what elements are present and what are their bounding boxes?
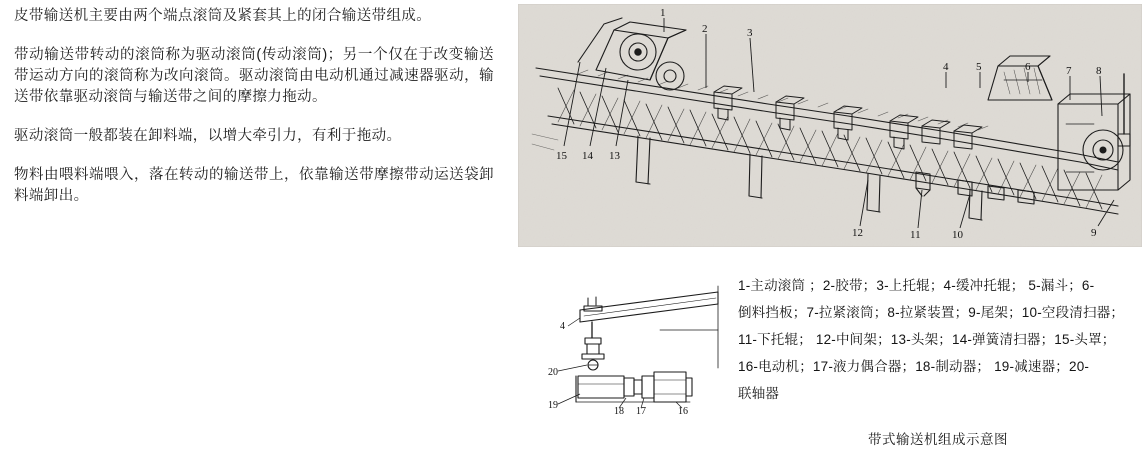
callout-5: 5 — [976, 61, 982, 73]
legend-line-4: 16-电动机；17-液力偶合器；18-制动器； 19-减速器；20- — [738, 359, 1090, 374]
conveyor-illustration-drawing — [518, 4, 1142, 247]
legend-line-5: 联轴器 — [738, 386, 780, 401]
callout-11: 11 — [910, 229, 921, 241]
callout-12: 12 — [852, 227, 863, 239]
legend-line-1: 1-主动滚筒 ；2-胶带；3-上托辊；4-缓冲托辊； 5-漏斗；6- — [738, 278, 1095, 293]
callout-9: 9 — [1091, 227, 1097, 239]
callout-6: 6 — [1025, 61, 1031, 73]
callout-13: 13 — [609, 150, 620, 162]
detail-callout-16: 16 — [678, 406, 688, 417]
callout-8: 8 — [1096, 65, 1102, 77]
callout-14: 14 — [582, 150, 593, 162]
conveyor-illustration — [518, 4, 1142, 247]
detail-callout-18: 18 — [614, 406, 624, 417]
article-text — [14, 6, 494, 225]
callout-4: 4 — [943, 61, 949, 73]
paragraph-1: 皮带输送机主要由两个端点滚筒及紧套其上的闭合输送带组成。 — [14, 8, 432, 24]
callout-3: 3 — [747, 27, 753, 39]
legend-line-3: 11-下托辊； 12-中间架；13-头架；14-弹簧清扫器；15-头罩； — [738, 332, 1116, 347]
drive-unit-detail-drawing — [540, 272, 730, 422]
detail-callout-17: 17 — [636, 406, 646, 417]
callout-1: 1 — [660, 7, 666, 19]
paragraph-2: 带动输送带转动的滚筒称为驱动滚筒(传动滚筒)；另一个仅在于改变输送带运动方向的滚筒称为改向滚筒。驱动滚筒由电动机通过减速器驱动，输送带依靠驱动滚筒与输送带之间的摩擦力拖动。 — [14, 47, 494, 105]
callout-2: 2 — [702, 23, 708, 35]
callout-15: 15 — [556, 150, 567, 162]
detail-callout-4: 4 — [560, 321, 565, 332]
figure-caption: 带式输送机组成示意图 — [868, 432, 1008, 447]
paragraph-4: 物料由喂料端喂入，落在转动的输送带上，依靠输送带摩擦带动运送袋卸料端卸出。 — [14, 167, 494, 204]
drive-unit-detail-svg — [540, 272, 730, 422]
callout-10: 10 — [952, 229, 963, 241]
detail-callout-19: 19 — [548, 400, 558, 411]
paragraph-3: 驱动滚筒一般都装在卸料端，以增大牵引力，有利于拖动。 — [14, 128, 402, 144]
detail-callout-20: 20 — [548, 367, 558, 378]
legend-line-2: 倒料挡板；7-拉紧滚筒；8-拉紧装置；9-尾架；10-空段清扫器； — [738, 305, 1125, 320]
callout-7: 7 — [1066, 65, 1072, 77]
legend-list — [738, 272, 1138, 407]
